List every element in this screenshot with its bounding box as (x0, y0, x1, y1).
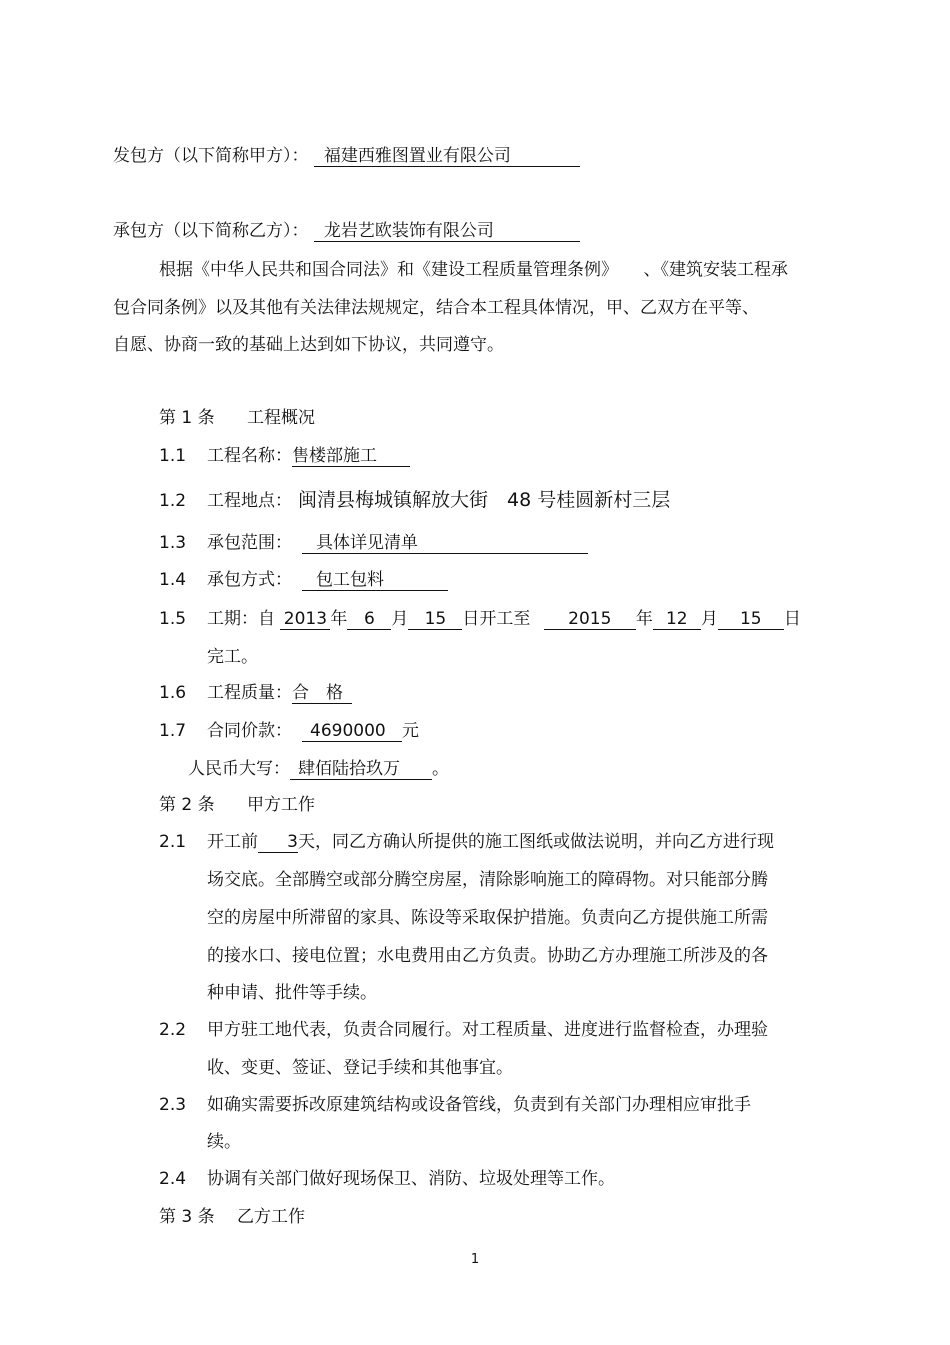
item-2-2 (159, 1018, 768, 1042)
contract-method-value: 包工包料 (302, 570, 448, 591)
item-number: 1.5 (159, 609, 187, 629)
item-number: 2.1 (159, 832, 187, 852)
days-value: 3 (258, 832, 298, 853)
project-name-value: 售楼部施工 (292, 446, 410, 467)
start-month: 6 (347, 609, 391, 630)
contract-price-value: 4690000 (302, 721, 402, 742)
item-number: 1.4 (159, 570, 187, 590)
item-text: 甲方驻工地代表，负责合同履行。对工程质量、进度进行监督检查，办理验 (207, 1020, 768, 1040)
item-label: 合同价款： (207, 721, 292, 741)
item-number: 1.1 (159, 446, 187, 466)
end-suffix: 日 (783, 609, 801, 629)
article-1-heading (159, 406, 315, 430)
year-unit: 年 (635, 609, 653, 629)
item-2-1-line: 的接水口、接电位置；水电费用由乙方负责。协助乙方办理施工所涉及的各 (207, 946, 768, 966)
rmb-value: 肆佰陆拾玖万 (290, 759, 432, 780)
item-1-5-continuation: 完工。 (207, 647, 258, 667)
article-3-title: 乙方工作 (237, 1207, 305, 1227)
page-number: 1 (470, 1252, 480, 1267)
article-2-number: 第 2 条 (159, 795, 215, 815)
item-label: 工程地点： (207, 491, 292, 511)
rmb-label: 人民币大写： (188, 759, 290, 779)
party-b-line (113, 219, 580, 243)
item-2-2-line: 收、变更、签证、登记手续和其他事宜。 (207, 1058, 513, 1078)
rmb-end: 。 (432, 759, 449, 779)
item-2-4 (159, 1167, 615, 1191)
item-2-1-line: 场交底。全部腾空或部分腾空房屋，清除影响施工的障碍物。对只能部分腾 (207, 870, 768, 890)
contract-scope-value: 具体详见清单 (302, 533, 588, 554)
preamble-line-3: 自愿、协商一致的基础上达到如下协议，共同遵守。 (113, 335, 504, 355)
item-number: 2.4 (159, 1169, 187, 1189)
item-1-2 (159, 488, 670, 513)
party-a-label: 发包方（以下简称甲方）： (113, 146, 309, 166)
item-1-3 (159, 531, 588, 555)
article-3-heading (159, 1205, 305, 1229)
start-day: 15 (408, 609, 462, 630)
article-3-number: 第 3 条 (159, 1207, 215, 1227)
item-2-1-line: 空的房屋中所滞留的家具、陈设等采取保护措施。负责向乙方提供施工所需 (207, 908, 768, 928)
item-1-1 (159, 444, 410, 468)
item-number: 1.2 (159, 491, 187, 511)
preamble-line-1: 根据《中华人民共和国合同法》和《建设工程质量管理条例》 、《建筑安装工程承 (159, 260, 788, 280)
end-year: 2015 (544, 609, 636, 630)
party-b-value: 龙岩艺欧装饰有限公司 (314, 221, 580, 242)
item-label: 工期：自 (207, 609, 275, 629)
article-1-title: 工程概况 (247, 408, 315, 428)
item-number: 2.3 (159, 1095, 187, 1115)
item-label: 承包范围： (207, 533, 292, 553)
item-text: 开工前 (207, 832, 258, 852)
party-b-label: 承包方（以下简称乙方）： (113, 221, 309, 241)
year-unit: 年 (330, 609, 348, 629)
preamble-line-2: 包合同条例》以及其他有关法律法规规定，结合本工程具体情况，甲、乙双方在平等、 (113, 298, 759, 318)
project-location-value: 闽清县梅城镇解放大街 48 号桂圆新村三层 (298, 489, 671, 511)
price-unit: 元 (402, 721, 419, 741)
article-2-title: 甲方工作 (247, 795, 315, 815)
end-month: 12 (653, 609, 701, 630)
end-day: 15 (718, 609, 784, 630)
party-a-value: 福建西雅图置业有限公司 (314, 146, 580, 167)
item-number: 1.3 (159, 533, 187, 553)
item-2-1-line: 种申请、批件等手续。 (207, 983, 377, 1003)
item-1-7 (159, 719, 419, 743)
item-label: 承包方式： (207, 570, 292, 590)
item-number: 2.2 (159, 1020, 187, 1040)
item-text: 如确实需要拆改原建筑结构或设备管线，负责到有关部门办理相应审批手 (207, 1095, 751, 1115)
party-a-line (113, 144, 580, 168)
item-text: 协调有关部门做好现场保卫、消防、垃圾处理等工作。 (207, 1169, 615, 1189)
item-2-3-line: 续。 (207, 1132, 241, 1152)
item-2-3 (159, 1093, 751, 1117)
item-2-1 (159, 830, 774, 854)
item-number: 1.6 (159, 683, 187, 703)
item-1-6 (159, 681, 352, 705)
month-unit: 月 (700, 609, 718, 629)
item-number: 1.7 (159, 721, 187, 741)
rmb-line (188, 757, 449, 781)
item-text: 天，同乙方确认所提供的施工图纸或做法说明，并向乙方进行现 (298, 832, 774, 852)
start-suffix: 日开工至 (462, 609, 531, 629)
quality-value: 合 格 (292, 683, 352, 704)
item-1-5 (159, 607, 801, 631)
article-1-number: 第 1 条 (159, 408, 215, 428)
item-label: 工程名称： (207, 446, 292, 466)
start-year: 2013 (280, 609, 330, 630)
item-label: 工程质量： (207, 683, 292, 703)
month-unit: 月 (391, 609, 409, 629)
article-2-heading (159, 793, 315, 817)
item-1-4 (159, 568, 448, 592)
